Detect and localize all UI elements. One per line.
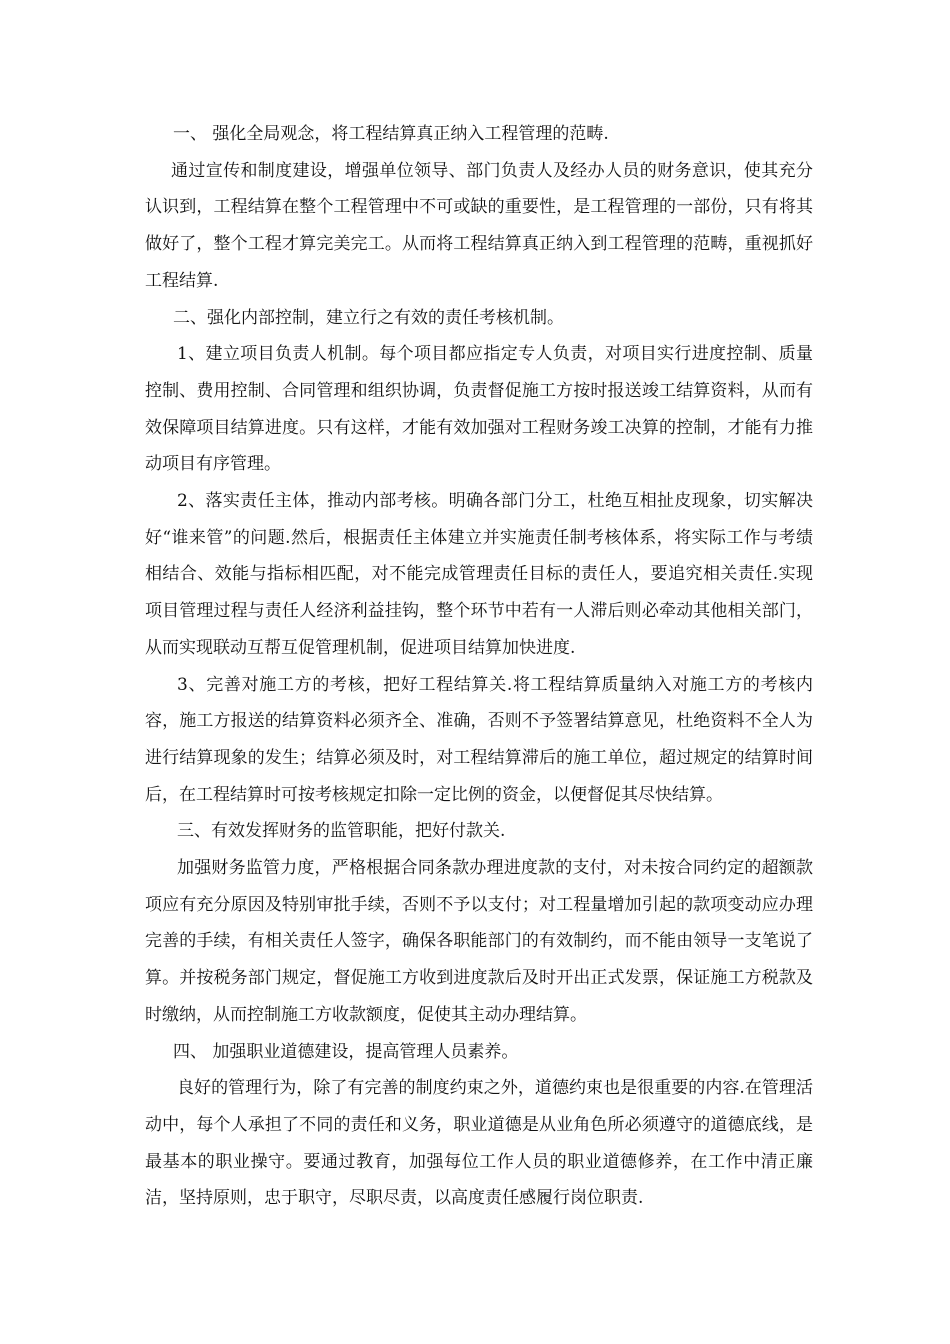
- paragraph-item-3: 3、完善对施工方的考核，把好工程结算关.将工程结算质量纳入对施工方的考核内容，施工方报送的结算资料必须齐全、准确，否则不予签署结算意见，杜绝资料不全人为进行结算现象的发生；结算必须及时，对工程结算滞后的施工单位，超过规定的结算时间后，在工程结算时可按考核规定扣除一定比例的资金，以便督促其尽快结算。: [145, 674, 813, 805]
- paragraph-section-1: 通过宣传和制度建设，增强单位领导、部门负责人及经办人员的财务意识，使其充分认识到，工程结算在整个工程管理中不可或缺的重要性，是工程管理的一部份，只有将其做好了，整个工程才算完美完工。从而将工程结算真正纳入到工程管理的范畴，重视抓好工程结算.: [145, 160, 813, 291]
- paragraph-section-4: 良好的管理行为，除了有完善的制度约束之外，道德约束也是很重要的内容.在管理活动中，每个人承担了不同的责任和义务，职业道德是从业角色所必须遵守的道德底线，是最基本的职业操守。要通过教育，加强每位工作人员的职业道德修养，在工作中清正廉洁，坚持原则，忠于职守，尽职尽责，以高度责任感履行岗位职责.: [145, 1078, 813, 1209]
- heading-section-2: 二、强化内部控制，建立行之有效的责任考核机制。: [173, 307, 564, 328]
- heading-section-1: 一、 强化全局观念，将工程结算真正纳入工程管理的范畴.: [173, 124, 609, 144]
- paragraph-item-1: 1、建立项目负责人机制。每个项目都应指定专人负责，对项目实行进度控制、质量控制、费用控制、合同管理和组织协调，负责督促施工方按时报送竣工结算资料，从而有效保障项目结算进度。只有这样，才能有效加强对工程财务竣工决算的控制，才能有力推动项目有序管理。: [145, 344, 813, 475]
- heading-section-3: 三、有效发挥财务的监管职能，把好付款关.: [177, 821, 506, 842]
- paragraph-section-3: 加强财务监管力度，严格根据合同条款办理进度款的支付，对未按合同约定的超额款项应有充分原因及特别审批手续，否则不予以支付；对工程量增加引起的款项变动应办理完善的手续，有相关责任人签字，确保各职能部门的有效制约，而不能由领导一支笔说了算。并按税务部门规定，督促施工方收到进度款后及时开出正式发票，保证施工方税款及时缴纳，从而控制施工方收款额度，促使其主动办理结算。: [145, 858, 813, 1025]
- heading-section-4: 四、 加强职业道德建设，提高管理人员素养。: [173, 1041, 519, 1062]
- document-body: [145, 116, 813, 1217]
- paragraph-item-2: 2、落实责任主体，推动内部考核。明确各部门分工，杜绝互相扯皮现象，切实解决好“谁来管”的问题.然后，根据责任主体建立并实施责任制考核体系，将实际工作与考绩相结合、效能与指标相匹配，对不能完成管理责任目标的责任人，要追究相关责任.实现项目管理过程与责任人经济利益挂钩，整个环节中若有一人滞后则必牵动其他相关部门，从而实现联动互帮互促管理机制，促进项目结算加快进度.: [145, 491, 813, 658]
